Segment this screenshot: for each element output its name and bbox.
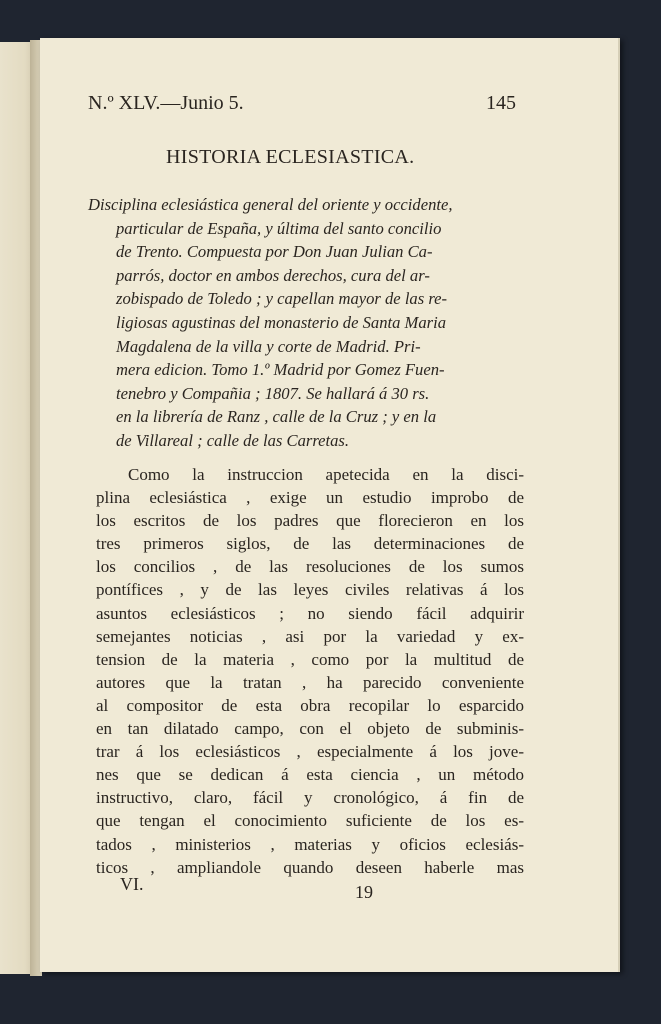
body-line: nes que se dedican á esta ciencia , un método xyxy=(96,765,524,785)
book-citation xyxy=(88,193,524,453)
body-line: asuntos eclesiásticos ; no siendo fácil adquirir xyxy=(96,603,524,623)
body-line: los escritos de los padres que florecieron en los xyxy=(96,511,524,531)
citation-line: Magdalena de la villa y corte de Madrid. Pri- xyxy=(116,336,421,356)
body-line: trar á los eclesiásticos , especialmente á los jove- xyxy=(96,742,524,762)
citation-line: tenebro y Compañia ; 1807. Se hallará á 30 rs. xyxy=(116,383,430,403)
body-line: al compositor de esta obra recopilar lo esparcido xyxy=(96,695,524,715)
body-line: autores que la tratan , ha parecido conveniente xyxy=(96,672,524,692)
body-line: tension de la materia , como por la multitud de xyxy=(96,649,524,669)
body-line: que tengan el conocimiento suficiente de los es- xyxy=(96,811,524,831)
body-line: instructivo, claro, fácil y cronológico, á fin de xyxy=(96,788,524,808)
citation-line: de Villareal ; calle de las Carretas. xyxy=(116,430,350,450)
signature-mark: VI. xyxy=(120,874,144,894)
section-title: HISTORIA ECLESIASTICA. xyxy=(166,146,415,168)
citation-line: parrós, doctor en ambos derechos, cura del ar- xyxy=(116,265,430,285)
body-line: tres primeros siglos, de las determinaciones de xyxy=(96,534,524,554)
body-line: ticos , ampliandole quando deseen haberle mas xyxy=(96,857,524,877)
citation-line: en la librería de Ranz , calle de la Cruz ; y en la xyxy=(116,407,437,427)
citation-line: Disciplina eclesiástica general del oriente y occidente, xyxy=(88,195,453,214)
body-line: Como la instruccion apetecida en la disci- xyxy=(128,465,524,484)
citation-line: zobispado de Toledo ; y capellan mayor de las re- xyxy=(116,289,448,309)
folio-number: 19 xyxy=(355,882,373,902)
body-line: tados , ministerios , materias y oficios eclesiás- xyxy=(96,834,524,854)
body-line: plina eclesiástica , exige un estudio improbo de xyxy=(96,488,524,508)
body-line: pontífices , y de las leyes civiles relativas á los xyxy=(96,580,524,600)
issue-date: N.º XLV.—Junio 5. xyxy=(88,92,244,114)
article-body xyxy=(96,463,524,879)
body-line: semejantes noticias , asi por la variedad y ex- xyxy=(96,626,524,646)
page-number: 145 xyxy=(486,92,516,114)
citation-line: mera edicion. Tomo 1.º Madrid por Gomez Fuen- xyxy=(116,360,445,380)
citation-line: particular de España, y última del santo concilio xyxy=(116,218,442,238)
body-line: los concilios , de las resoluciones de los sumos xyxy=(96,557,524,577)
citation-line: de Trento. Compuesta por Don Juan Julian Ca- xyxy=(116,242,433,262)
citation-line: ligiosas agustinas del monasterio de Santa Maria xyxy=(116,312,447,332)
body-line: en tan dilatado campo, con el objeto de subminis- xyxy=(96,719,524,739)
